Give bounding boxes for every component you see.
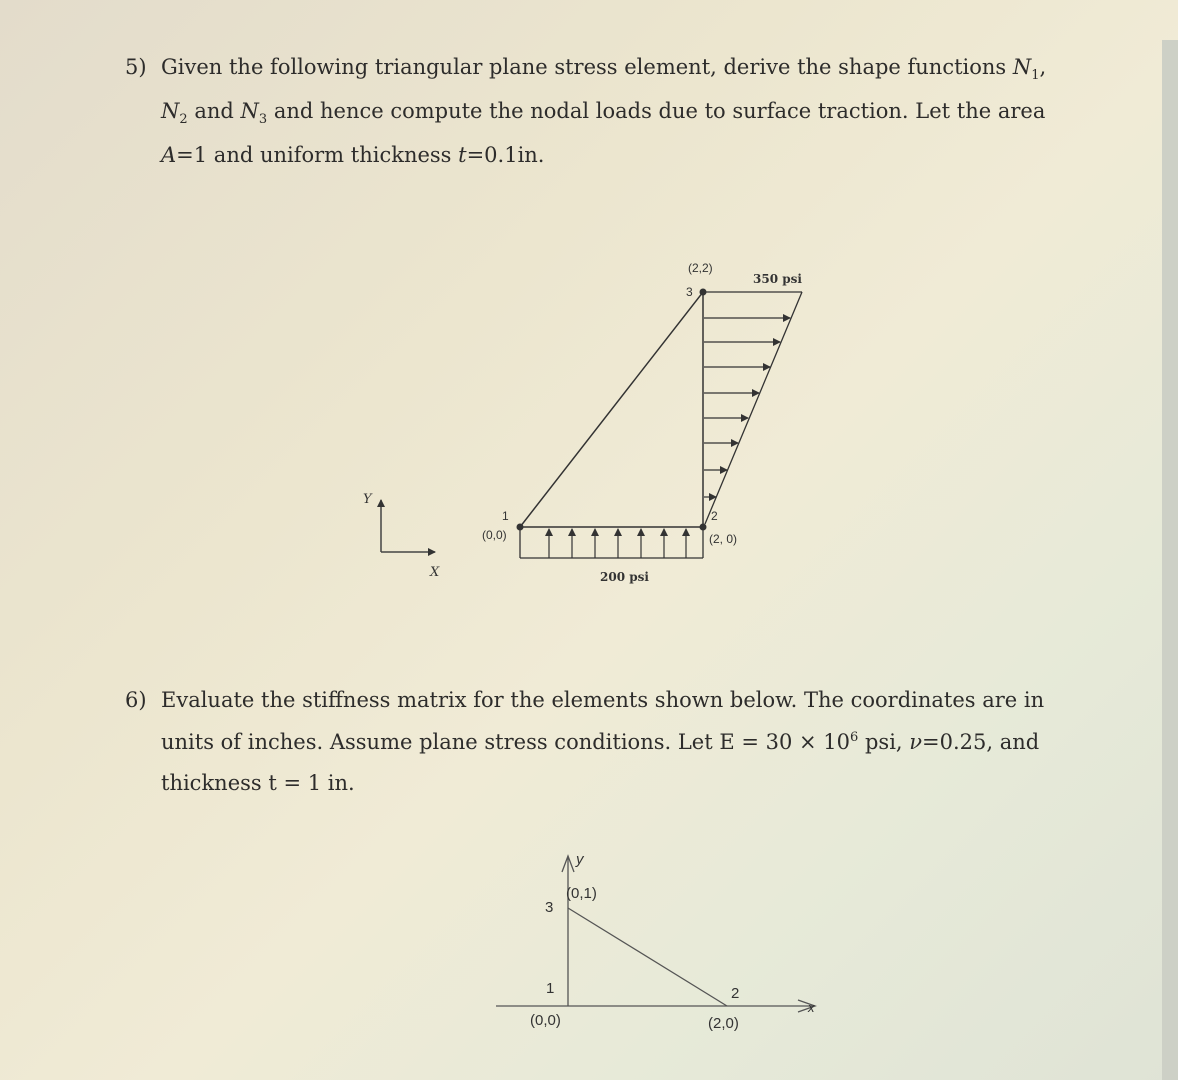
question-5-number: 5) [125, 55, 147, 79]
question-5-line-2: $N_2$ and $N_3$ and hence compute the nodal loads due to surface traction. Let the area [161, 99, 1046, 128]
figure-1-node-3-coord: (2,2) [688, 261, 713, 275]
figure-1-node-3-number: 3 [686, 285, 693, 299]
figure-2-y-axis-label: y [576, 851, 584, 868]
figure-2-node-2-number: 2 [731, 985, 740, 1002]
question-6-line-2: units of inches. Assume plane stress conditions. Let $E = 30 \times 10^6$ psi, ν=0.25, and [161, 730, 1040, 754]
figure-2-node-3-number: 3 [545, 899, 554, 916]
figure-1-y-axis-label: Y [363, 492, 372, 507]
figure-2-x-axis-label: x [808, 1000, 815, 1015]
figure-2-node-2-coord: (2,0) [708, 1015, 739, 1032]
figure-2-axes [496, 856, 815, 1012]
figure-2-node-1-number: 1 [546, 980, 555, 997]
question-5-line-1: Given the following triangular plane stress element, derive the shape functions $N_1$, [161, 55, 1047, 84]
question-6-number: 6) [125, 688, 147, 712]
figure-1-load-top-label: 350 psi [753, 272, 802, 286]
question-6-line-1: Evaluate the stiffness matrix for the elements shown below. The coordinates are in [161, 688, 1045, 712]
figure-2-node-3-coord: (0,1) [566, 885, 597, 902]
figure-1-x-axis-label: X [430, 565, 440, 580]
question-6-line-3: thickness t = 1 in. [161, 771, 355, 795]
figure-1-load-bottom-label: 200 psi [600, 570, 649, 584]
figure-2-node-1-coord: (0,0) [530, 1012, 561, 1029]
figure-2-hypotenuse [568, 908, 727, 1006]
figure-1-node-1-number: 1 [502, 509, 509, 523]
figure-1-node-2-coord: (2, 0) [709, 532, 738, 546]
figure-1-node-2-number: 2 [711, 509, 718, 523]
figure-1-node-1-coord: (0,0) [482, 528, 507, 542]
question-5-line-3: A=1 and uniform thickness t=0.1in. [161, 143, 545, 167]
